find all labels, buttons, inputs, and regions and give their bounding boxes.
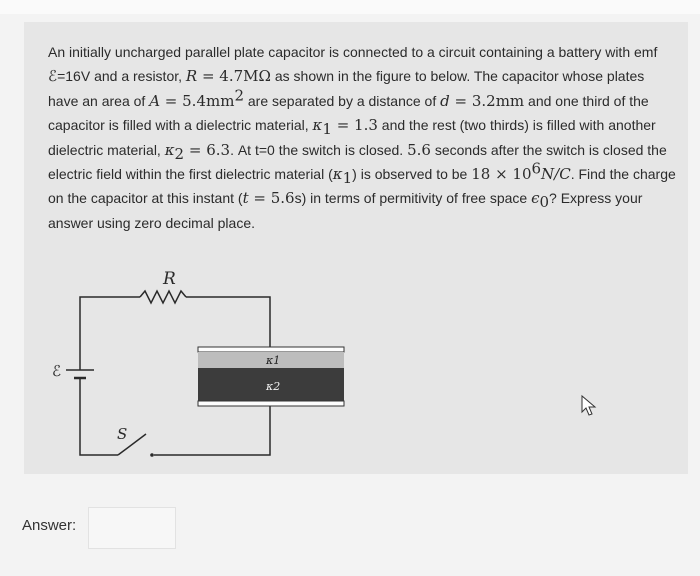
answer-label: Answer: [22, 517, 77, 534]
dielectric-k1-label: κ1 [266, 354, 281, 367]
wire-left-bottom [80, 378, 118, 455]
capacitor-top-plate [198, 347, 344, 352]
switch-contact [150, 453, 154, 457]
question-text: An initially uncharged parallel plate capacitor is connected to a circuit containing a battery with emf ℰ=16V and a resistor, R = 4.7MΩ as shown in the figure to below. The capacitor whose plates have an area of $A = 5.4mm^2$ are separated by a distance of d = 3.2mm and one third of the capacitor is filled with a dielectric material, $\kappa_1 = 1.3$ and the rest (two thirds) is filled with another dielectric material, $\kappa_2 = 6.3$. At t=0 the switch is closed. 5.6 seconds after the switch is closed the electric field within the first dielectric material $(\kappa_1)$ is observed to be $18 \times 10^6N/C$. Find the charge on the capacitor at this instant (t = 5.6s) in terms of permitivity of free space $\epsilon_0$? Express your answer using zero decimal place. [48, 44, 676, 231]
dielectric-k2-label: κ2 [266, 380, 281, 393]
wire-left-top [80, 297, 140, 370]
capacitor-bottom-plate [198, 401, 344, 406]
cursor-arrow-icon [582, 396, 595, 415]
switch-label: S [117, 425, 128, 443]
emf-label: ℰ [52, 362, 62, 380]
wire-right-top [186, 297, 270, 350]
resistor-label: R [163, 269, 176, 289]
resistor-zigzag [140, 291, 186, 303]
wire-right-bottom [154, 404, 270, 455]
answer-input[interactable] [88, 507, 176, 549]
